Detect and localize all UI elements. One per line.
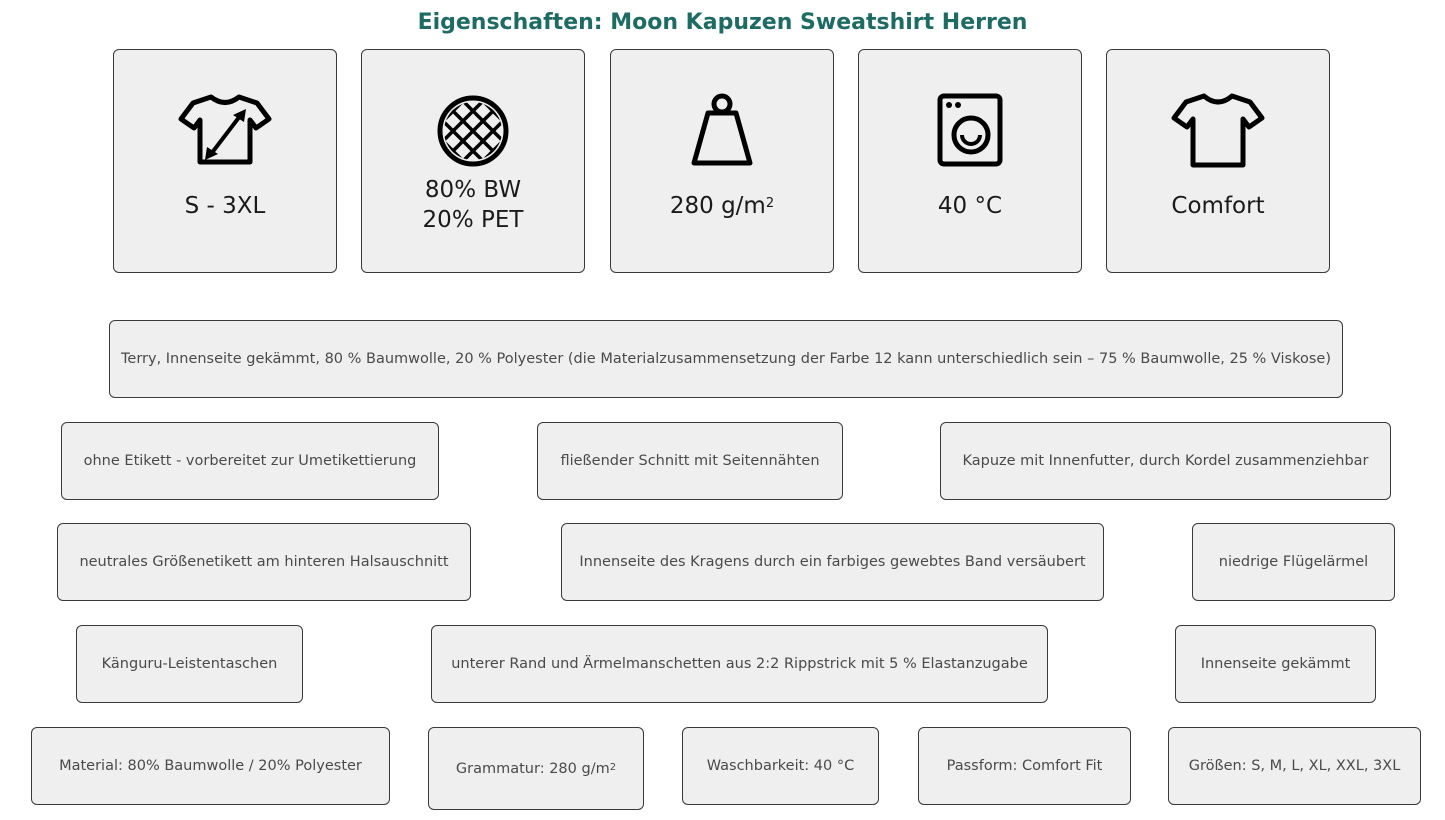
page-title: Eigenschaften: Moon Kapuzen Sweatshirt Herren	[417, 10, 1028, 35]
tshirt-icon	[1170, 92, 1266, 170]
fabric-cotton: 80% BW	[424, 177, 522, 203]
feature-pockets: Känguru-Leistentaschen	[76, 625, 303, 703]
washing-tile	[858, 49, 1082, 273]
size-tile	[113, 49, 337, 273]
fabric-value	[362, 175, 584, 235]
weight-value: 280 $g/m^2$	[669, 193, 775, 219]
feature-hood: Kapuze mit Innenfutter, durch Kordel zusammenziehbar	[940, 422, 1391, 500]
weight-icon	[674, 92, 770, 170]
wash-temperature: 40 °C	[937, 193, 1003, 219]
fabric-icon	[425, 92, 521, 170]
fabric-tile	[361, 49, 585, 273]
feature-inside: Innenseite gekämmt	[1175, 625, 1376, 703]
feature-sleeves: niedrige Flügelärmel	[1192, 523, 1395, 601]
feature-size-label: neutrales Größenetikett am hinteren Halsauschnitt	[57, 523, 471, 601]
size-value: S - 3XL	[184, 193, 266, 219]
weight-tile	[610, 49, 834, 273]
feature-hem: unterer Rand und Ärmelmanschetten aus 2:2 Rippstrick mit 5 % Elastanzugabe	[431, 625, 1048, 703]
feature-flowing-cut: fließender Schnitt mit Seitennähten	[537, 422, 843, 500]
feature-grammage: Grammatur: 280 g/m $^2$	[428, 727, 644, 810]
tshirt-size-icon	[177, 92, 273, 170]
washing-machine-icon	[922, 92, 1018, 170]
feature-no-label: ohne Etikett - vorbereitet zur Umetikettierung	[61, 422, 439, 500]
fabric-polyester: 20% PET	[422, 207, 524, 233]
feature-washability: Waschbarkeit: 40 °C	[682, 727, 879, 805]
fit-tile	[1106, 49, 1330, 273]
feature-sizes: Größen: S, M, L, XL, XXL, 3XL	[1168, 727, 1421, 805]
feature-collar: Innenseite des Kragens durch ein farbiges gewebtes Band versäubert	[561, 523, 1104, 601]
feature-fit: Passform: Comfort Fit	[918, 727, 1131, 805]
feature-material-note: Terry, Innenseite gekämmt, 80 % Baumwolle, 20 % Polyester (die Materialzusammensetzung der Farbe 12 kann unterschiedlich sein – 75 % Baumwolle, 25 % Viskose)	[109, 320, 1343, 398]
fit-value: Comfort	[1171, 193, 1265, 219]
feature-material: Material: 80% Baumwolle / 20% Polyester	[31, 727, 390, 805]
